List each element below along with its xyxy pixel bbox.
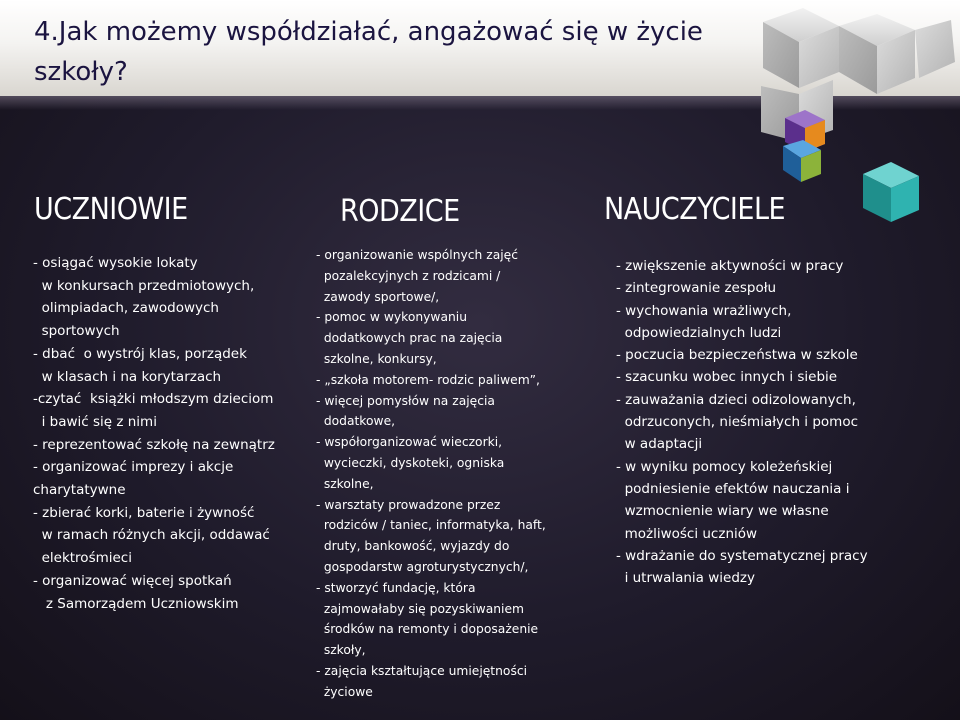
list-item-line: wzmocnienie wiary we własne bbox=[616, 503, 829, 520]
teal-cube bbox=[863, 162, 919, 222]
list-item bbox=[616, 545, 868, 590]
list-item bbox=[616, 366, 868, 388]
list-item-line: - współorganizować wieczorki, bbox=[316, 435, 503, 450]
list-item-line: elektrośmieci bbox=[33, 550, 132, 567]
list-item-line: możliwości uczniów bbox=[616, 525, 758, 542]
list-item-line: - zauważania dzieci odizolowanych, bbox=[616, 391, 856, 408]
list-item bbox=[33, 388, 275, 433]
list-item-line: - reprezentować szkołę na zewnątrz bbox=[33, 436, 275, 453]
list-item-line: - dbać o wystrój klas, porządek bbox=[33, 345, 247, 362]
list-item-line: podniesienie efektów nauczania i bbox=[616, 480, 850, 497]
list-item-line: charytatywne bbox=[33, 482, 126, 499]
list-item-line: i utrwalania wiedzy bbox=[616, 570, 755, 587]
slide-title bbox=[34, 12, 754, 92]
list-item bbox=[33, 252, 275, 343]
list-item bbox=[33, 434, 275, 457]
list-item-line: wycieczki, dyskoteki, ogniska bbox=[316, 455, 505, 470]
list-item-line: rodziców / taniec, informatyka, haft, bbox=[316, 518, 546, 533]
list-item-line: odpowiedzialnych ludzi bbox=[616, 324, 782, 341]
list-item-line: - więcej pomysłów na zajęcia bbox=[316, 393, 495, 408]
gray-cube bbox=[839, 14, 915, 94]
list-item-line: w klasach i na korytarzach bbox=[33, 368, 222, 385]
list-item-line: dodatkowe, bbox=[316, 414, 396, 429]
list-item-line: w adaptacji bbox=[616, 436, 703, 453]
list-item-line: olimpiadach, zawodowych bbox=[33, 300, 219, 317]
gray-cube bbox=[763, 8, 839, 88]
column-rodzice-list bbox=[316, 245, 546, 703]
list-item-line: środków na remonty i doposażenie bbox=[316, 622, 539, 637]
column-heading-uczniowie: UCZNIOWIE bbox=[34, 192, 188, 227]
list-item-line: szkoły, bbox=[316, 643, 366, 658]
list-item-line: sportowych bbox=[33, 323, 120, 340]
list-item-line: - warsztaty prowadzone przez bbox=[316, 497, 501, 512]
list-item-line: - zintegrowanie zespołu bbox=[616, 280, 777, 297]
list-item bbox=[316, 245, 546, 307]
list-item-line: dodatkowych prac na zajęcia bbox=[316, 331, 503, 346]
column-heading-nauczyciele: NAUCZYCIELE bbox=[604, 192, 786, 227]
title-line: szkoły? bbox=[34, 57, 128, 87]
list-item bbox=[33, 343, 275, 388]
list-item bbox=[33, 456, 275, 501]
list-item-line: w konkursach przedmiotowych, bbox=[33, 277, 255, 294]
list-item bbox=[616, 255, 868, 277]
list-item-line: i bawić się z nimi bbox=[33, 413, 157, 430]
list-item bbox=[316, 495, 546, 578]
column-heading-rodzice: RODZICE bbox=[340, 194, 460, 229]
list-item bbox=[616, 300, 868, 345]
list-item-line: szkolne, bbox=[316, 476, 374, 491]
list-item-line: - wdrażanie do systematycznej pracy bbox=[616, 547, 868, 564]
list-item bbox=[616, 344, 868, 366]
list-item-line: pozalekcyjnych z rodzicami / bbox=[316, 268, 501, 283]
list-item-line: -czytać książki młodszym dzieciom bbox=[33, 391, 274, 408]
list-item bbox=[316, 578, 546, 661]
gray-cube bbox=[915, 20, 955, 78]
list-item bbox=[616, 456, 868, 545]
list-item bbox=[316, 307, 546, 369]
list-item-line: odrzuconych, nieśmiałych i pomoc bbox=[616, 414, 859, 431]
list-item bbox=[33, 570, 275, 615]
list-item-line: - w wyniku pomocy koleżeńskiej bbox=[616, 458, 833, 475]
list-item-line: - organizować więcej spotkań bbox=[33, 572, 232, 589]
list-item-line: - zajęcia kształtujące umiejętności bbox=[316, 663, 528, 678]
list-item-line: - zwiększenie aktywności w pracy bbox=[616, 258, 844, 274]
list-item-line: - osiągać wysokie lokaty bbox=[33, 255, 198, 271]
list-item-line: szkolne, konkursy, bbox=[316, 351, 437, 366]
list-item-line: - poczucia bezpieczeństwa w szkole bbox=[616, 347, 858, 364]
list-item-line: - organizowanie wspólnych zajęć bbox=[316, 248, 518, 262]
list-item-line: życiowe bbox=[316, 684, 373, 699]
list-item-line: gospodarstw agroturystycznych/, bbox=[316, 559, 529, 574]
list-item bbox=[33, 502, 275, 570]
list-item bbox=[616, 277, 868, 299]
list-item-line: - pomoc w wykonywaniu bbox=[316, 310, 468, 325]
list-item-line: - szacunku wobec innych i siebie bbox=[616, 369, 838, 386]
list-item bbox=[316, 370, 546, 391]
list-item-line: druty, bankowość, wyjazdy do bbox=[316, 539, 510, 554]
column-uczniowie-list bbox=[33, 252, 275, 615]
list-item-line: zawody sportowe/, bbox=[316, 289, 440, 304]
list-item bbox=[316, 391, 546, 433]
list-item-line: - zbierać korki, baterie i żywność bbox=[33, 504, 255, 521]
list-item-line: zajmowałaby się pozyskiwaniem bbox=[316, 601, 524, 616]
column-nauczyciele-list bbox=[616, 255, 868, 589]
list-item-line: - organizować imprezy i akcje bbox=[33, 459, 234, 476]
list-item-line: z Samorządem Uczniowskim bbox=[33, 595, 239, 612]
list-item-line: - wychowania wrażliwych, bbox=[616, 302, 792, 319]
list-item-line: w ramach różnych akcji, oddawać bbox=[33, 527, 270, 544]
list-item bbox=[616, 389, 868, 456]
list-item bbox=[316, 661, 546, 703]
title-line: 4.Jak możemy współdziałać, angażować się w życie bbox=[34, 17, 703, 47]
cube-stack-graphic bbox=[755, 2, 960, 242]
list-item-line: - „szkoła motorem- rodzic paliwem”, bbox=[316, 372, 540, 387]
list-item bbox=[316, 432, 546, 494]
list-item-line: - stworzyć fundację, która bbox=[316, 580, 476, 595]
